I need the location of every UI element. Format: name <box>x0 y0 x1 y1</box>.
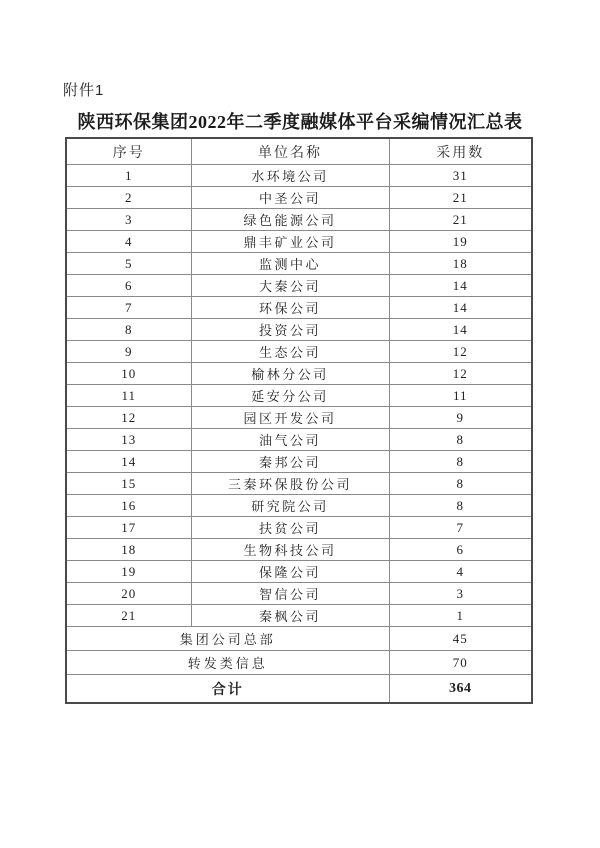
table-row <box>66 605 532 627</box>
cell-count: 7 <box>389 517 532 539</box>
cell-index: 5 <box>66 253 191 275</box>
cell-unit-name: 水环境公司 <box>191 165 389 187</box>
summary-table <box>65 137 533 704</box>
cell-count: 21 <box>389 209 532 231</box>
cell-unit-name: 投资公司 <box>191 319 389 341</box>
table-row <box>66 187 532 209</box>
cell-count: 3 <box>389 583 532 605</box>
cell-index: 1 <box>66 165 191 187</box>
cell-unit-name: 油气公司 <box>191 429 389 451</box>
cell-unit-name: 研究院公司 <box>191 495 389 517</box>
table-row <box>66 517 532 539</box>
cell-count: 4 <box>389 561 532 583</box>
cell-count: 1 <box>389 605 532 627</box>
cell-unit-name: 扶贫公司 <box>191 517 389 539</box>
cell-index: 7 <box>66 297 191 319</box>
cell-unit-name: 鼎丰矿业公司 <box>191 231 389 253</box>
total-row <box>66 675 532 704</box>
table-row <box>66 495 532 517</box>
summary-row-headquarters <box>66 627 532 651</box>
summary-row-forwarded-info <box>66 651 532 675</box>
document-title: 陕西环保集团2022年二季度融媒体平台采编情况汇总表 <box>77 112 523 132</box>
cell-unit-name: 生态公司 <box>191 341 389 363</box>
column-header-count: 采用数 <box>389 138 532 165</box>
cell-unit-name: 中圣公司 <box>191 187 389 209</box>
cell-index: 9 <box>66 341 191 363</box>
table-row <box>66 407 532 429</box>
table-row <box>66 473 532 495</box>
cell-count: 8 <box>389 429 532 451</box>
cell-index: 20 <box>66 583 191 605</box>
cell-count: 18 <box>389 253 532 275</box>
cell-count: 31 <box>389 165 532 187</box>
column-header-unit-name: 单位名称 <box>191 138 389 165</box>
cell-index: 6 <box>66 275 191 297</box>
cell-unit-name: 榆林分公司 <box>191 363 389 385</box>
cell-count: 12 <box>389 363 532 385</box>
cell-unit-name: 三秦环保股份公司 <box>191 473 389 495</box>
cell-unit-name: 监测中心 <box>191 253 389 275</box>
table-row <box>66 297 532 319</box>
cell-index: 19 <box>66 561 191 583</box>
table-row <box>66 209 532 231</box>
cell-index: 13 <box>66 429 191 451</box>
cell-unit-name: 智信公司 <box>191 583 389 605</box>
cell-count: 14 <box>389 297 532 319</box>
cell-count: 21 <box>389 187 532 209</box>
cell-index: 21 <box>66 605 191 627</box>
cell-index: 2 <box>66 187 191 209</box>
cell-unit-name: 秦枫公司 <box>191 605 389 627</box>
table-row <box>66 385 532 407</box>
cell-unit-name: 园区开发公司 <box>191 407 389 429</box>
cell-count: 19 <box>389 231 532 253</box>
cell-count: 8 <box>389 451 532 473</box>
cell-count: 8 <box>389 495 532 517</box>
table-row <box>66 429 532 451</box>
cell-unit-name: 延安分公司 <box>191 385 389 407</box>
cell-index: 10 <box>66 363 191 385</box>
cell-index: 14 <box>66 451 191 473</box>
cell-unit-name: 秦邦公司 <box>191 451 389 473</box>
cell-unit-name: 生物科技公司 <box>191 539 389 561</box>
table-row <box>66 583 532 605</box>
cell-index: 15 <box>66 473 191 495</box>
table-row <box>66 231 532 253</box>
cell-count: 11 <box>389 385 532 407</box>
summary-count: 70 <box>389 651 532 675</box>
cell-index: 8 <box>66 319 191 341</box>
table-row <box>66 341 532 363</box>
cell-index: 3 <box>66 209 191 231</box>
table-row <box>66 451 532 473</box>
cell-index: 16 <box>66 495 191 517</box>
cell-index: 11 <box>66 385 191 407</box>
table-header-row <box>66 138 532 165</box>
cell-index: 18 <box>66 539 191 561</box>
cell-count: 14 <box>389 319 532 341</box>
summary-count: 45 <box>389 627 532 651</box>
cell-unit-name: 保隆公司 <box>191 561 389 583</box>
summary-label: 转发类信息 <box>66 651 389 675</box>
cell-count: 6 <box>389 539 532 561</box>
cell-unit-name: 绿色能源公司 <box>191 209 389 231</box>
total-label: 合计 <box>66 675 389 704</box>
column-header-index: 序号 <box>66 138 191 165</box>
table-row <box>66 539 532 561</box>
cell-count: 14 <box>389 275 532 297</box>
cell-index: 17 <box>66 517 191 539</box>
table-row <box>66 253 532 275</box>
summary-label: 集团公司总部 <box>66 627 389 651</box>
cell-count: 12 <box>389 341 532 363</box>
cell-index: 12 <box>66 407 191 429</box>
total-value: 364 <box>389 675 532 704</box>
table-row <box>66 363 532 385</box>
cell-count: 9 <box>389 407 532 429</box>
table-row <box>66 561 532 583</box>
cell-count: 8 <box>389 473 532 495</box>
table-row <box>66 275 532 297</box>
table-row <box>66 165 532 187</box>
attachment-label: 附件1 <box>63 82 105 99</box>
cell-index: 4 <box>66 231 191 253</box>
cell-unit-name: 大秦公司 <box>191 275 389 297</box>
cell-unit-name: 环保公司 <box>191 297 389 319</box>
table-row <box>66 319 532 341</box>
